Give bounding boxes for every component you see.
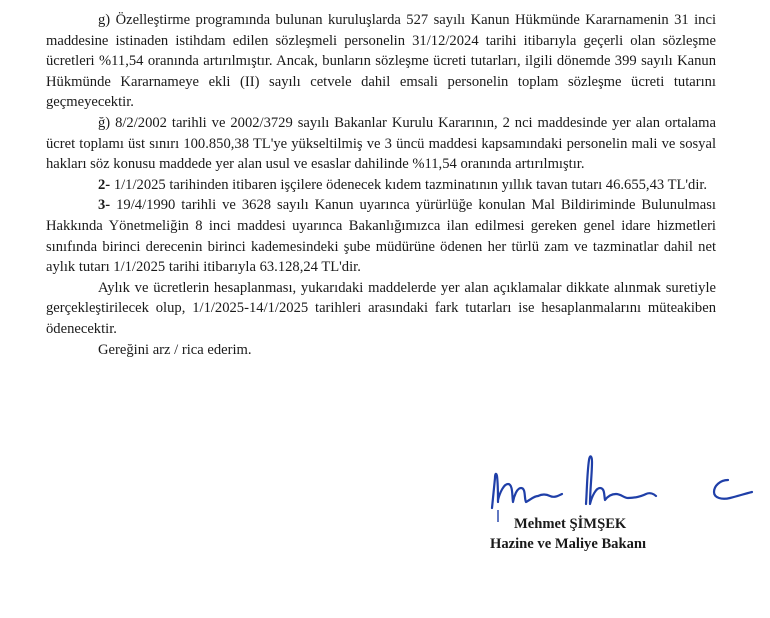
item-2-text: 1/1/2025 tarihinden itibaren işçilere ödenecek kıdem tazminatının yıllık tavan tutarı 46.655,43 TL'dir. [110,176,708,193]
closing-text: Gereğini arz / rica ederim. [98,341,252,358]
paragraph-g-text: g) Özelleştirme programında bulunan kuruluşlarda 527 sayılı Kanun Hükmünde Kararnamenin 31 inci maddesine istinaden istihdam edilen sözleşmeli personelin 31/12/2024 tarihi itibarıyla geçerli olan sözleşme ücretleri %11,54 oranında artırılmıştır. Ancak, bunların sözleşme ücreti tutarları, ilgili dönemde 399 sayılı Kanun Hükmünde Kararnameye ekli (II) sayılı cetvele dahil emsali personelin toplam sözleşme ücreti tutarını geçmeyecektir. [46,12,716,111]
signature-block [486,450,756,570]
signer-title: Hazine ve Maliye Bakanı [490,536,647,552]
paragraph-note-text: Aylık ve ücretlerin hesaplanması, yukarıdaki maddelerde yer alan açıklamalar dikkate alınmak suretiyle gerçekleştirilecek olup, 1/1/2025-14/1/2025 tarihleri arasındaki fark tutarları ise hesaplanmalarını müteakiben ödenecektir. [46,279,716,337]
paragraph-g [46,10,716,113]
paragraph-gh-text: ğ) 8/2/2002 tarihli ve 2002/3729 sayılı Bakanlar Kurulu Kararının, 2 nci maddesinde yer alan ortalama ücret toplamı üst sınırı 100.850,38 TL'ye yükseltilmiş ve 3 üncü maddesi kapsamındaki personelin mali ve sosyal hakları söz konusu maddede yer alan usul ve esaslar dahilinde %11,54 oranında artırılmıştır. [46,114,716,173]
paragraph-item-2 [46,175,716,196]
closing-line [46,340,716,361]
paragraph-item-3 [46,195,716,277]
item-3-number: 3- [98,197,111,214]
paragraph-gh [46,113,716,175]
document-body [46,10,716,360]
signer-name: Mehmet ŞİMŞEK [514,516,627,532]
item-3-text: 19/4/1990 tarihli ve 3628 sayılı Kanun uyarınca yürürlüğe konulan Mal Bildiriminde Bulunulması Hakkında Yönetmeliğin 8 inci maddesi uyarınca Bakanlığımızca ilan edilmesi gereken genel idare hizmetleri sınıfında birinci derecenin birinci kademesindeki şube müdürüne ödenen her türlü zam ve tazminatlar dahil net aylık tutarı 1/1/2025 tarihi itibarıyla 63.128,24 TL'dir. [46,197,716,276]
item-2-number: 2- [98,176,111,193]
paragraph-note [46,278,716,340]
